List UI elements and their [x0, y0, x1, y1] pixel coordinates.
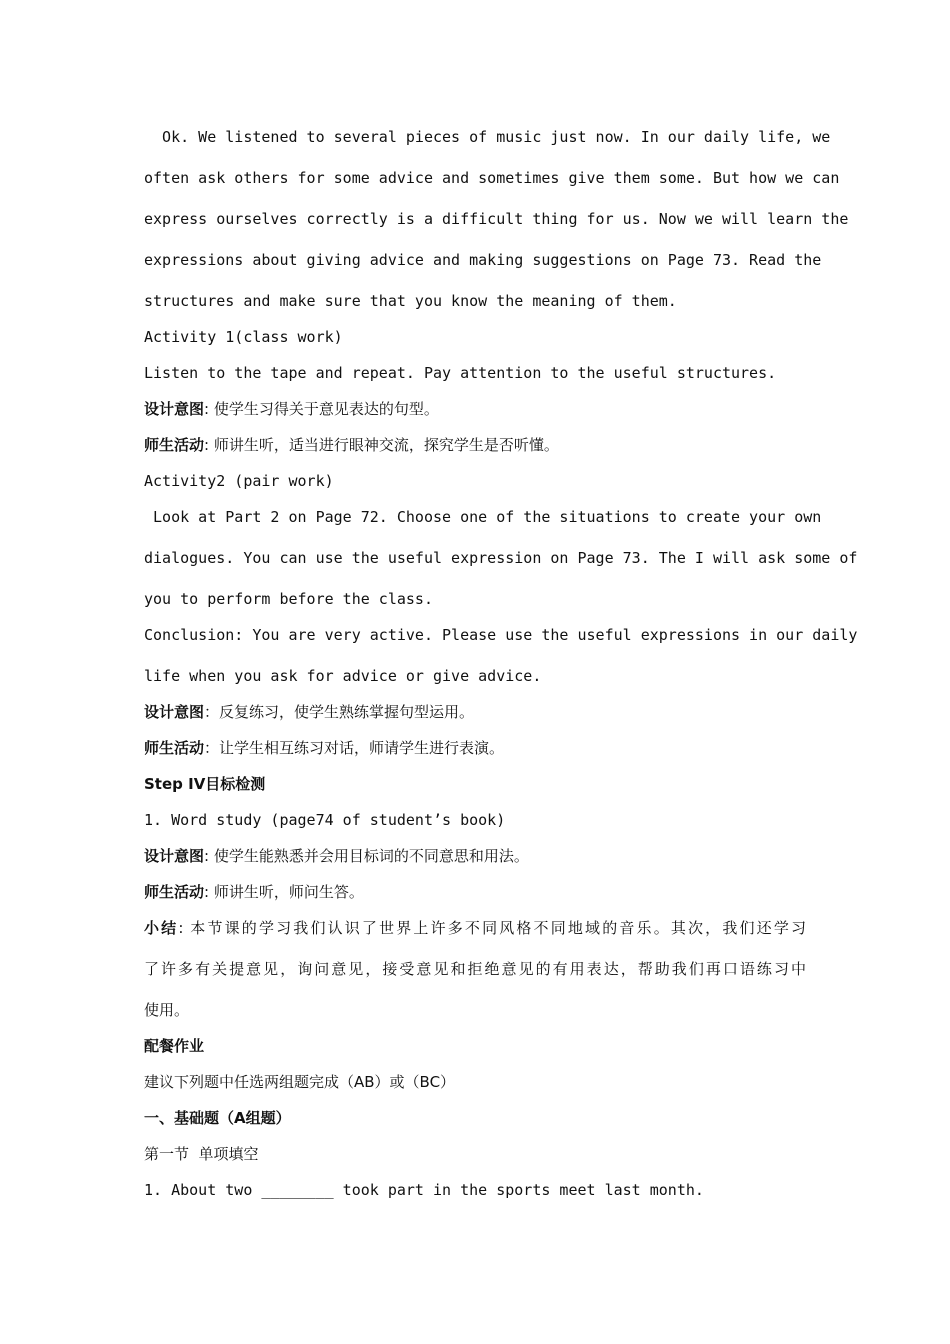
- design-intent-text: : 使学生习得关于意见表达的句型。: [204, 400, 439, 418]
- paragraph-line: often ask others for some advice and sometimes give them some. But how we can: [144, 169, 840, 187]
- summary-line: [144, 918, 806, 938]
- section-heading: 第一节 单项填空: [144, 1145, 259, 1163]
- summary-line: 了许多有关提意见，询问意见，接受意见和拒绝意见的有用表达，帮助我们再口语练习中: [144, 960, 806, 978]
- activity-2-title: Activity2 (pair work): [144, 472, 334, 490]
- summary-label: 小结: [144, 919, 179, 937]
- paragraph-line: structures and make sure that you know the meaning of them.: [144, 292, 677, 310]
- activity-label: 师生活动: [144, 436, 205, 454]
- paragraph-line: Ok. We listened to several pieces of music just now. In our daily life, we: [144, 128, 831, 146]
- design-intent-text: ：反复练习，使学生熟练掌握句型运用。: [204, 703, 475, 721]
- paragraph-line: express ourselves correctly is a difficult thing for us. Now we will learn the: [144, 210, 849, 228]
- teacher-student-activity-1: [144, 435, 806, 455]
- summary-text: : 本节课的学习我们认识了世界上许多不同风格不同地域的音乐。其次，我们还学习: [178, 919, 806, 937]
- activity-label: 师生活动: [144, 883, 205, 901]
- design-intent-2: [144, 702, 806, 722]
- design-intent-text: : 使学生能熟悉并会用目标词的不同意思和用法。: [204, 847, 529, 865]
- paragraph-line: expressions about giving advice and making suggestions on Page 73. Read the: [144, 251, 822, 269]
- design-intent-label: 设计意图: [144, 847, 205, 865]
- word-study-item: 1. Word study (page74 of student’s book): [144, 811, 506, 829]
- design-intent-3: [144, 846, 806, 866]
- homework-instruction: 建议下列题中任选两组题完成（AB）或（BC）: [144, 1073, 456, 1091]
- question-1: 1. About two ________ took part in the sports meet last month.: [144, 1181, 704, 1199]
- teacher-student-activity-3: [144, 882, 806, 902]
- design-intent-label: 设计意图: [144, 400, 205, 418]
- paragraph-line: dialogues. You can use the useful expression on Page 73. The I will ask some of: [144, 549, 858, 567]
- activity-1-text: Listen to the tape and repeat. Pay attention to the useful structures.: [144, 364, 777, 382]
- group-a-heading: 一、基础题（A组题）: [144, 1109, 291, 1127]
- activity-1-title: Activity 1(class work): [144, 328, 343, 346]
- activity-text: : 师讲生听，适当进行眼神交流，探究学生是否听懂。: [204, 436, 559, 454]
- activity-text: ：让学生相互练习对话，师请学生进行表演。: [204, 739, 505, 757]
- activity-label: 师生活动: [144, 739, 205, 757]
- summary-line: 使用。: [144, 1001, 190, 1019]
- teacher-student-activity-2: [144, 738, 806, 758]
- paragraph-line: you to perform before the class.: [144, 590, 433, 608]
- step-iv-heading: Step IV目标检测: [144, 775, 266, 793]
- design-intent-1: [144, 399, 806, 419]
- homework-heading: 配餐作业: [144, 1037, 205, 1055]
- paragraph-line: Look at Part 2 on Page 72. Choose one of the situations to create your own: [144, 508, 822, 526]
- activity-text: : 师讲生听，师问生答。: [204, 883, 364, 901]
- conclusion-line: Conclusion: You are very active. Please use the useful expressions in our daily: [144, 626, 858, 644]
- conclusion-line: life when you ask for advice or give advice.: [144, 667, 542, 685]
- design-intent-label: 设计意图: [144, 703, 205, 721]
